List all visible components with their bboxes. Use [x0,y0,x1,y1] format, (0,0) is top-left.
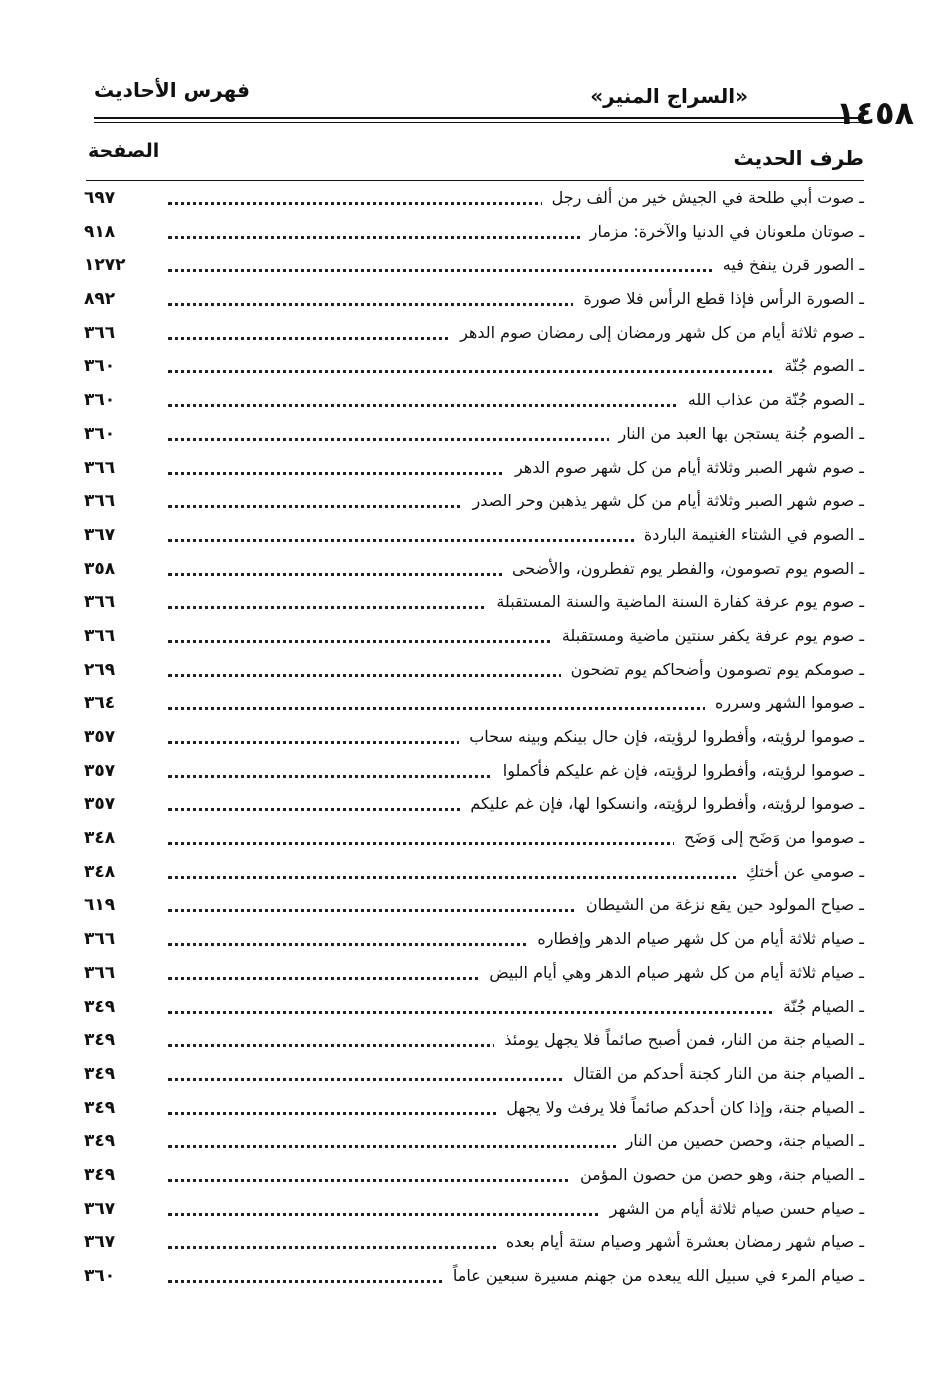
index-entry [80,285,864,319]
entry-hadith-text: ـ صوموا الشهر وسرره [705,693,864,712]
entry-page-number: ٣٥٧ [84,760,116,781]
entry-hadith-text: ـ صوم ثلاثة أيام من كل شهر ورمضان إلى رمضان صوم الدهر [450,323,864,342]
index-entry [80,656,864,690]
entry-page-number: ١٢٧٢ [84,255,126,276]
section-title: فهرس الأحاديث [94,78,250,102]
entry-page-number: ٢٦٩ [84,659,116,680]
index-entry [80,790,864,824]
entry-hadith-text: ـ صياح المولود حين يقع نزغة من الشيطان [576,895,864,914]
column-header-hadith: طرف الحديث [733,146,864,170]
entry-page-number: ٨٩٢ [84,289,116,310]
entry-hadith-text: ـ صوموا لرؤيته، وأفطروا لرؤيته، فإن غم عليكم فأكملوا [493,761,864,780]
index-entry [80,891,864,925]
entry-hadith-text: ـ صوت أبي طلحة في الجيش خير من ألف رجل [542,188,864,207]
entry-hadith-text: ـ الصوم جُنّة من عذاب الله [678,390,864,409]
header-rule-thin [94,122,864,123]
entry-page-number: ٣٥٧ [84,794,116,815]
index-entry [80,689,864,723]
entry-page-number: ٣٦٠ [84,390,116,411]
entry-hadith-text: ـ الصورة الرأس فإذا قطع الرأس فلا صورة [573,289,864,308]
index-entry [80,925,864,959]
entry-hadith-text: ـ صيام حسن صيام ثلاثة أيام من الشهر [600,1199,864,1218]
entry-hadith-text: ـ صومكم يوم تصومون وأضحاكم يوم تضحون [561,660,864,679]
index-entry [80,352,864,386]
header-rule [94,117,864,119]
entry-page-number: ٣٦٠ [84,356,116,377]
dot-leader [168,1011,864,1014]
entry-hadith-text: ـ صيام شهر رمضان بعشرة أشهر وصيام ستة أيام بعده [496,1232,864,1251]
entry-page-number: ٣٦٠ [84,423,116,444]
entry-page-number: ٣٦٧ [84,1198,116,1219]
index-entry [80,723,864,757]
index-entry [80,824,864,858]
entry-page-number: ٣٦٦ [84,962,116,983]
entry-hadith-text: ـ صوم شهر الصبر وثلاثة أيام من كل شهر صوم الدهر [505,458,864,477]
index-entry [80,1262,864,1296]
index-entry [80,1060,864,1094]
entry-hadith-text: ـ صيام المرء في سبيل الله يبعده من جهنم مسيرة سبعين عاماً [443,1266,864,1285]
entry-page-number: ٦٩٧ [84,188,116,208]
entry-page-number: ٣٥٨ [84,558,116,579]
entry-hadith-text: ـ صوموا لرؤيته، وأفطروا لرؤيته، وانسكوا لها، فإن غم عليكم [460,794,864,813]
entry-hadith-text: ـ صوم شهر الصبر وثلاثة أيام من كل شهر يذهبن وحر الصدر [463,491,864,510]
index-entry [80,588,864,622]
index-entry [80,1026,864,1060]
entry-hadith-text: ـ صوم يوم عرفة يكفر سنتين ماضية ومستقبلة [552,626,864,645]
entry-hadith-text: ـ صوتان ملعونان في الدنيا والآخرة: مزمار [580,222,864,241]
index-entry [80,1094,864,1128]
index-entry [80,959,864,993]
entry-hadith-text: ـ صيام ثلاثة أيام من كل شهر صيام الدهر وإفطاره [527,929,864,948]
entry-hadith-text: ـ صومي عن أختكِ [736,862,864,881]
column-header-page: الصفحة [88,140,160,162]
entry-hadith-text: ـ الصور قرن ينفخ فيه [713,255,864,274]
entry-hadith-text: ـ الصوم جُنّة [774,356,864,375]
entry-page-number: ٣٤٩ [84,1097,116,1118]
running-head [86,76,914,132]
entry-hadith-text: ـ الصيام جُنّة [773,997,864,1016]
entry-page-number: ٣٦٧ [84,524,116,545]
entry-page-number: ٣٦٦ [84,929,116,950]
index-entry [80,521,864,555]
entry-hadith-text: ـ الصوم جُنة يستجن بها العبد من النار [609,424,864,443]
entry-hadith-text: ـ صوموا من وَضَح إلى وَضَح [674,828,864,847]
entry-hadith-text: ـ صوم يوم عرفة كفارة السنة الماضية والسنة المستقبلة [486,592,864,611]
index-entry [80,858,864,892]
entry-hadith-text: ـ صوموا لرؤيته، وأفطروا لرؤيته، فإن حال بينكم وبينه سحاب [459,727,864,746]
entry-page-number: ٣٤٨ [84,861,116,882]
index-entry [80,454,864,488]
index-entry [80,1195,864,1229]
entry-hadith-text: ـ الصيام جنة، وحصن حصين من النار [616,1131,864,1150]
entry-hadith-text: ـ الصيام جنة من النار كجنة أحدكم من القتال [563,1064,864,1083]
entry-hadith-text: ـ الصيام جنة من النار، فمن أصبح صائماً فلا يجهل يومئذ [494,1030,864,1049]
entry-hadith-text: ـ صيام ثلاثة أيام من كل شهر صيام الدهر وهي أيام البيض [479,963,864,982]
book-title: «السراج المنير» [590,84,748,108]
entry-page-number: ٣٤٩ [84,1030,116,1051]
index-entry [80,555,864,589]
entry-page-number: ٣٤٩ [84,1164,116,1185]
column-header-rule [86,180,864,181]
index-entry [80,757,864,791]
index-entry [80,487,864,521]
entry-page-number: ٣٦٦ [84,592,116,613]
entry-page-number: ٣٥٧ [84,727,116,747]
entry-page-number: ٣٤٩ [84,1063,116,1084]
entry-page-number: ٩١٨ [84,221,116,242]
entry-page-number: ٣٤٩ [84,1131,116,1152]
entry-page-number: ٣٦٧ [84,1232,116,1253]
entry-page-number: ٣٤٩ [84,996,116,1017]
index-entry [80,622,864,656]
index-entry [80,1161,864,1195]
hadith-index-list [80,184,864,1296]
index-entry [80,319,864,353]
index-entry [80,218,864,252]
entry-page-number: ٣٦٦ [84,457,116,478]
entry-hadith-text: ـ الصوم يوم تصومون، والفطر يوم تفطرون، والأضحى [502,559,864,578]
entry-page-number: ٣٦٠ [84,1266,116,1286]
entry-page-number: ٦١٩ [84,895,116,916]
index-entry [80,420,864,454]
entry-page-number: ٣٦٦ [84,322,116,343]
entry-hadith-text: ـ الصوم في الشتاء الغنيمة الباردة [634,525,864,544]
dot-leader [168,370,864,373]
index-entry [80,251,864,285]
entry-page-number: ٣٦٤ [84,693,116,714]
entry-page-number: ٣٤٨ [84,828,116,849]
index-entry [80,184,864,218]
page-number: ١٤٥٨ [835,94,914,132]
entry-hadith-text: ـ الصيام جنة، وهو حصن من حصون المؤمن [570,1165,864,1184]
index-entry [80,1228,864,1262]
entry-hadith-text: ـ الصيام جنة، وإذا كان أحدكم صائماً فلا يرفث ولا يجهل [496,1098,864,1117]
index-entry [80,1127,864,1161]
entry-page-number: ٣٦٦ [84,491,116,512]
column-headers [88,140,864,180]
index-entry [80,993,864,1027]
entry-page-number: ٣٦٦ [84,625,116,646]
index-entry [80,386,864,420]
